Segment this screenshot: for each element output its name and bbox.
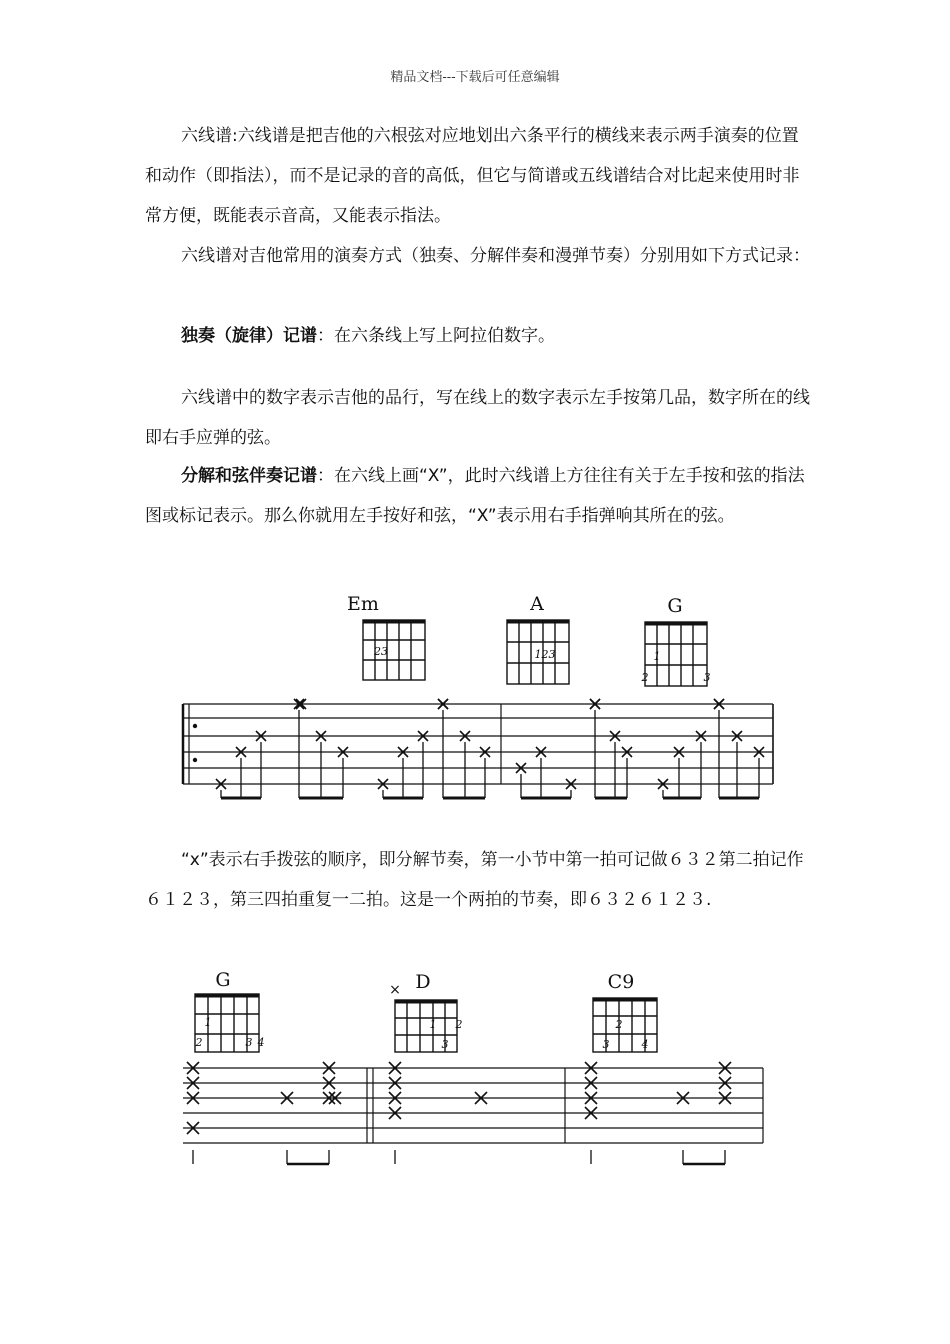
chord-diagram-em: [363, 620, 425, 680]
chord-fingering-g-1: 1: [653, 650, 661, 663]
chord-fingering-d-2: 2: [455, 1018, 463, 1031]
chord-fingering-g-2: 2: [195, 1036, 203, 1049]
chord-fingering-d-1: 1: [429, 1018, 437, 1031]
paragraph-text: ：在六线上画“X”，此时六线谱上方往往有关于左手按和弦的指法图或标记表示。那么你就用左手按好和弦，“X”表示用右手指弹响其所在的弦。: [145, 466, 805, 526]
paragraph-rhythm-explanation: [145, 840, 810, 920]
chord-fingering-a: 123: [534, 648, 556, 661]
paragraph-solo-notation: [145, 316, 810, 356]
chord-name-a: A: [530, 593, 544, 615]
paragraph-text: 六线谱对吉他常用的演奏方式（独奏、分解伴奏和漫弹节奏）分别用如下方式记录：: [181, 246, 810, 266]
term-solo: 独奏（旋律）记谱: [181, 326, 317, 346]
chord-fingering-g-3: 3: [703, 671, 711, 684]
paragraph-text: 六线谱中的数字表示吉他的品行，写在线上的数字表示左手按第几品，数字所在的线即右手应弹的弦。: [145, 388, 810, 448]
chord-fingering-c9-2: 3: [602, 1038, 610, 1051]
paragraph-arpeggio-notation: [145, 456, 810, 536]
tab-figure-arpeggio: [175, 588, 785, 808]
chord-name-g: G: [667, 595, 683, 617]
muted-string-mark: ×: [389, 982, 401, 998]
paragraph-numbers-meaning: [145, 378, 810, 458]
paragraph-text: ：在六条线上写上阿拉伯数字。: [317, 326, 555, 346]
chord-name-c9: C9: [607, 971, 635, 993]
chord-fingering-g-2: 2: [641, 671, 649, 684]
chord-fingering-c9-1: 2: [615, 1018, 623, 1031]
chord-name-em: Em: [347, 593, 379, 615]
term-arpeggio: 分解和弦伴奏记谱: [181, 466, 317, 486]
tab-staff: [183, 704, 773, 784]
chord-name-g: G: [215, 969, 231, 991]
tab-notes: [216, 699, 764, 798]
chord-fingering-em: 23: [374, 645, 388, 658]
chord-fingering-d-3: 3: [441, 1038, 449, 1051]
chord-fingering-g-4: 4: [257, 1036, 265, 1049]
paragraph-text: 六线谱:六线谱是把吉他的六根弦对应地划出六条平行的横线来表示两手演奏的位置和动作（即指法），而不是记录的音的高低，但它与简谱或五线谱结合对比起来使用时非常方便，既能表示音高，又能表示指法。: [145, 126, 800, 226]
chord-fingering-c9-3: 4: [641, 1038, 649, 1051]
tab-figure-strum: [175, 964, 775, 1174]
tab-staff: [183, 1068, 763, 1143]
page-header: 精品文档---下载后可任意编辑: [390, 70, 560, 85]
chord-name-d: D: [415, 971, 431, 993]
paragraph-playing-styles: [145, 236, 810, 276]
paragraph-tab-intro: [145, 116, 810, 236]
chord-fingering-g-3: 3: [245, 1036, 253, 1049]
paragraph-text: “x”表示右手拨弦的顺序，即分解节奏，第一小节中第一拍可记做６３２第二拍记作６１２３，第三四拍重复一二拍。这是一个两拍的节奏，即６３２６１２３.: [145, 850, 804, 910]
chord-fingering-g-1: 1: [204, 1016, 212, 1029]
